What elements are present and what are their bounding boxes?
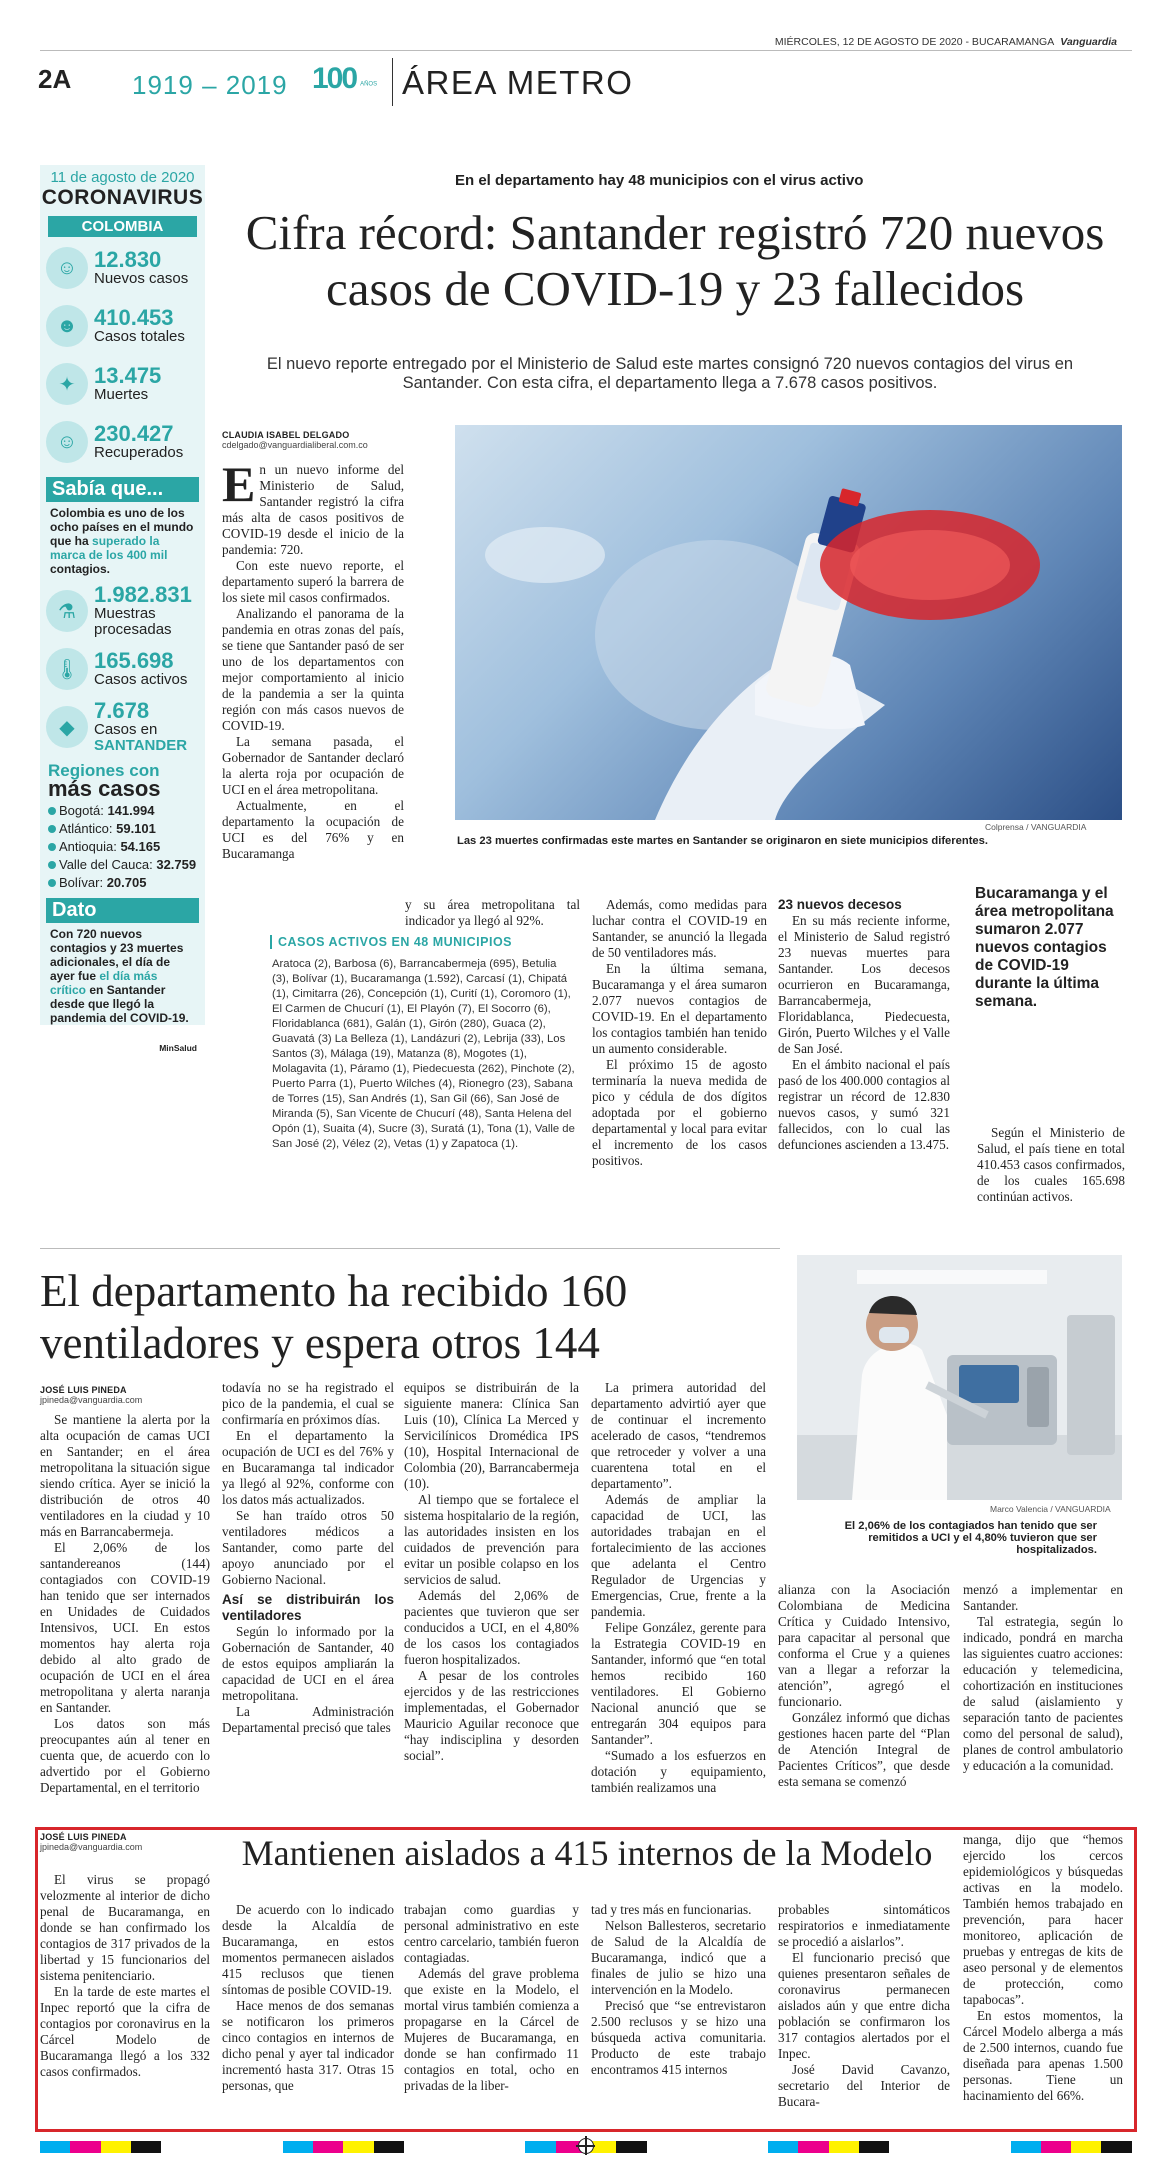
story1-para: Según el Ministerio de Salud, el país tiene en total 410.453 casos confirmados, de los cuales 165.698 continúan activos. xyxy=(977,1125,1125,1204)
anniversary-logo-sub: AÑOS xyxy=(360,81,378,88)
region-item xyxy=(48,839,197,854)
story1-pullquote: Bucaramanga y el área metropolitana sumaron 2.077 nuevos contagios de COVID-19 durante la última semana. xyxy=(975,885,1114,1010)
story1-para: En su más reciente informe, el Ministerio de Salud registró 23 nuevas muertes para Santander. Los decesos ocurrieron en Bucaramanga, Barrancabermeja, Floridablanca, Piedecuesta, Girón, Puerto Wilches y el Valle de San José. xyxy=(778,913,950,1056)
stats-top-list xyxy=(40,241,205,469)
stat-label: Recuperados xyxy=(94,444,184,461)
divider xyxy=(40,1248,780,1249)
story3-para: Hace menos de dos semanas se notificaron los primeros cinco contagios en internos de dicho penal y ayer tal indicador incrementó hasta 317. Otras 15 personas, que xyxy=(222,1998,394,2093)
story1-para: Actualmente, en el departamento la ocupación de UCI es del 76% y en Bucaramanga xyxy=(222,798,404,861)
bullet-dot-icon xyxy=(48,843,56,851)
story3-byline-mail: jpineda@vanguardia.com xyxy=(40,1842,143,1852)
stat-label: Casos activos xyxy=(94,671,188,688)
region-item xyxy=(48,857,197,872)
story1-headline: Cifra récord: Santander registró 720 nuevos casos de COVID-19 y 23 fallecidos xyxy=(245,205,1105,316)
story2-para: Felipe González, gerente para la Estrategia COVID-19 en Santander, informó que “en total hemos recibido 160 ventiladores. El Gobierno Nacional anunció que se entregarán 304 equipos para Santander”. xyxy=(591,1620,766,1747)
gloved-hand-vial-illustration xyxy=(455,425,1122,820)
story2-headline: El departamento ha recibido 160 ventiladores y espera otros 144 xyxy=(40,1266,628,1368)
story3-column-e xyxy=(778,1902,950,2110)
story1-para: Con este nuevo reporte, el departamento superó la barrera de los siete mil casos confirmados. xyxy=(222,558,404,605)
story2-para: “Sumado a los esfuerzos en dotación y equipamiento, también realizamos una xyxy=(591,1748,766,1795)
stat-text xyxy=(94,584,199,638)
regions-title: Regiones con más casos xyxy=(48,761,161,801)
story3-headline: Mantienen aislados a 415 internos de la Modelo xyxy=(241,1833,933,1873)
stat-label: Muestras procesadas xyxy=(94,605,172,638)
story3-column-f xyxy=(963,1832,1123,2104)
bullet-dot-icon xyxy=(48,861,56,869)
story2-para: Se han traído otros 50 ventiladores médicos a Santander, como parte del apoyo anunciado por el Gobierno Nacional. xyxy=(222,1508,394,1587)
story2-para: menzó a implementar en Santander. xyxy=(963,1582,1123,1613)
region-value: 54.165 xyxy=(120,839,161,854)
region-name: Bogotá: xyxy=(59,803,104,818)
story2-column-c xyxy=(404,1380,579,1764)
story3-para: Además del grave problema que existe en la Modelo, el mortal virus también comienza a propagarse en la Cárcel de Mujeres de Bucaramanga, en donde se han confirmado 11 contagios en total, ocho en privadas de la liber- xyxy=(404,1966,579,2093)
region-name: Bolívar: xyxy=(59,875,104,890)
dato-text: Con 720 nuevos contagios y 23 muertes adicionales, el día de ayer fue el día más crítico en Santander desde que llegó la pandemia del COVID-19. xyxy=(50,927,189,1025)
story1-para: En el ámbito nacional el país pasó de los 400.000 contagios al registrar un récord de 12.830 nuevos casos, y sumó 321 fallecidos, con lo cual las defunciones ascienden a 13.475. xyxy=(778,1057,950,1152)
recovered-person-icon: ☺ xyxy=(46,421,88,463)
section-divider xyxy=(392,58,393,106)
story1-para: La semana pasada, el Gobernador de Santander declaró la alerta roja por ocupación de UCI en el área metropolitana. xyxy=(222,734,404,797)
region-name: Valle del Cauca: xyxy=(59,857,153,872)
stat-number: 12.830 xyxy=(94,247,162,272)
story2-para: Además de ampliar la capacidad de UCI, las autoridades trabajan en el fortalecimiento de las acciones que adelanta el Centro Regulador de Urgencias y Emergencias, Crue, frente a la pandemia. xyxy=(591,1492,766,1619)
story2-para: A pesar de los controles ejercidos y de las restricciones implementadas, el Gobernador Mauricio Aguilar reconoce que “hay indisciplina y desorden social”. xyxy=(404,1668,579,1763)
story3-para: trabajan como guardias y personal administrativo en este centro carcelario, también fueron contagiadas. xyxy=(404,1902,580,1965)
feet-icon: ✦ xyxy=(46,363,88,405)
story1-para: En la última semana, Bucaramanga y el área sumaron 2.077 nuevos contagios de COVID-19. En el departamento los contagios también han tenido un aumento considerable. xyxy=(592,961,767,1056)
story2-para: La Administración Departamental precisó que tales xyxy=(222,1704,394,1735)
story3-para: En estos momentos, la Cárcel Modelo alberga a más de 2.500 internos, cuando fue diseñada para apenas 1.500 personas. Tiene un hacinamiento del 66%. xyxy=(963,2008,1123,2103)
sabia-que-head: Sabía que... xyxy=(46,477,199,502)
story2-byline-mail: jpineda@vanguardia.com xyxy=(40,1395,143,1405)
sidebar-source: MinSalud xyxy=(159,1043,197,1053)
sidebar-stat xyxy=(46,642,199,696)
story2-para: Los datos son más preocupantes aún al tener en cuenta que, de acuerdo con lo advertido por el Gobierno Departamental, en el territorio xyxy=(40,1716,210,1795)
story3-para: manga, dijo que “hemos ejercido los cercos epidemiológicos y búsquedas activas en la modelo. También hemos trabajado en prevención, para hacer monitoreo, aplicación de pruebas y entregas de kits de aseo personal y de elementos de protección, como tapabocas”. xyxy=(963,1832,1123,2007)
anniversary-years: 1919 – 2019 xyxy=(132,70,288,100)
story3-para: Nelson Ballesteros, secretario de Salud de la Alcaldía de Bucaramanga, indicó que a finales de julio se hizo una intervención en la Modelo. xyxy=(591,1918,766,1997)
story3-column-b xyxy=(222,1902,394,2094)
story2-para: Se mantiene la alerta por la alta ocupación de camas UCI en Santander; en el área metropolitana la situación sigue siendo crítica. Ayer se inició la distribución de otros 40 ventiladores en la ciudad y 10 más en Barrancabermeja. xyxy=(40,1412,210,1539)
region-item xyxy=(48,821,197,836)
stat-text xyxy=(94,650,187,688)
story2-subhead: Así se distribuirán los ventiladores xyxy=(222,1592,394,1623)
region-item xyxy=(48,875,197,890)
sidebar-stat xyxy=(46,241,199,295)
people-icon: ☻ xyxy=(46,305,88,347)
stat-label: Casos totales xyxy=(94,328,185,345)
story2-para: La primera autoridad del departamento advirtió ayer que de continuar el incremento acelerado de casos, “tendremos que retroceder y volver a una cuarentena total en el departamento”. xyxy=(591,1380,766,1491)
story1-byline xyxy=(222,430,368,450)
story3-para: Precisó que “se entrevistaron 2.500 reclusos y se hizo una búsqueda activa comunitaria. Producto de este trabajo encontramos 415 internos xyxy=(591,1998,766,2077)
stat-label-highlight: SANTANDER xyxy=(94,737,188,754)
story3-para: probables sintomáticos respiratorios e inmediatamente se procedió a aislarlos”. xyxy=(778,1902,950,1949)
santander-map-icon: ◆ xyxy=(46,706,88,748)
anniversary-logo xyxy=(312,62,384,102)
story2-para: Al tiempo que se fortalece el sistema hospitalario de la región, las autoridades insisten en los cuidados de prevención para evitar un posible colapso en los servicios de salud. xyxy=(404,1492,579,1587)
page-number: 2A xyxy=(38,64,72,94)
region-value: 32.759 xyxy=(156,857,197,872)
stat-text xyxy=(94,423,183,461)
bullet-dot-icon xyxy=(48,825,56,833)
sidebar-stat xyxy=(46,299,199,353)
story1-lede: El nuevo reporte entregado por el Ministerio de Salud este martes consignó 720 nuevos contagios del virus en Santander. Con esta cifra, el departamento llega a 7.678 casos positivos. xyxy=(266,355,1074,392)
sidebar-stat xyxy=(46,357,199,411)
stat-number: 1.982.831 xyxy=(94,582,192,607)
sidebar-stat xyxy=(46,584,199,638)
story2-para: alianza con la Asociación Colombiana de Medicina Crítica y Cuidado Intensivo, para capacitar al personal que conforma el Crue y a quienes van a llegar a reforzar la atención”, agregó el funcionario. xyxy=(778,1582,950,1709)
story3-byline-name: JOSÉ LUIS PINEDA xyxy=(40,1832,127,1842)
sidebar-date: 11 de agosto de 2020 xyxy=(50,169,195,186)
sabia-que-text: Colombia es uno de los ocho países en el mundo que ha superado la marca de los 400 mil contagios. xyxy=(50,506,194,576)
stat-text xyxy=(94,307,185,345)
doctor-ventilator-illustration xyxy=(797,1255,1122,1500)
story3-column-c xyxy=(404,1902,579,2094)
dropcap: E xyxy=(222,456,256,512)
story2-photo-caption: El 2,06% de los contagiados han tenido que ser remitidos a UCI y el 4,80% tuvieron que ser hospitalizados. xyxy=(844,1520,1097,1556)
story1-column-a xyxy=(222,456,404,862)
story2-photo-credit: Marco Valencia / VANGUARDIA xyxy=(990,1504,1111,1514)
stat-label: Nuevos casos xyxy=(94,270,189,287)
story1-column-b xyxy=(405,897,580,929)
active-cases-head: CASOS ACTIVOS EN 48 MUNICIPIOS xyxy=(270,935,575,949)
story1-column-d xyxy=(778,897,950,1153)
story3-para: José David Cavanzo, secretario del Interior de Bucara- xyxy=(778,2062,950,2109)
story2-para: González informó que dichas gestiones hacen parte del “Plan de Atención Integral de Pacientes Críticos”, que desde esta semana se comenzó xyxy=(778,1710,950,1789)
stat-label: Muertes xyxy=(94,386,149,403)
story2-column-d xyxy=(591,1380,766,1796)
story2-byline xyxy=(40,1385,142,1405)
sidebar-stat xyxy=(46,700,199,754)
story1-para: El próximo 15 de agosto terminaría la nueva medida de pico y cédula de dos dígitos adoptada por el gobierno departamental y local para evitar el incremento de los casos positivos. xyxy=(592,1057,767,1168)
coronavirus-sidebar xyxy=(40,165,205,1053)
story1-photo xyxy=(455,425,1122,820)
sidebar-title: CORONAVIRUS xyxy=(41,186,204,209)
dato-box xyxy=(46,898,199,1029)
anniversary-logo-number: 100 xyxy=(312,62,357,95)
story2-column-f xyxy=(963,1582,1123,1774)
stat-text xyxy=(94,700,187,754)
story2-photo xyxy=(797,1255,1122,1500)
dato-head: Dato xyxy=(46,898,199,923)
sabia-que-box xyxy=(46,477,199,580)
stat-text xyxy=(94,249,188,287)
registration-mark-icon xyxy=(578,2138,594,2154)
story1-byline-mail: cdelgado@vanguardialiberal.com.co xyxy=(222,440,368,450)
story2-para: Además del 2,06% de pacientes que tuvieron que ser conducidos a UCI, en el 4,80% de los casos los contagiados fueron hospitalizados. xyxy=(404,1588,579,1667)
story2-para: Según lo informado por la Gobernación de Santander, 40 de estos equipos ampliarán la capacidad de UCI en el área metropolitana. xyxy=(222,1624,394,1703)
stat-label: Casos en xyxy=(94,721,158,738)
stats-bottom-list xyxy=(40,584,205,754)
story3-para: El virus se propagó velozmente al interior de dicho penal de Bucaramanga, en donde se han confirmado los contagios de 317 privados de la libertad y 15 funcionarios del sistema penitenciario. xyxy=(40,1872,210,1983)
story3-column-d xyxy=(591,1902,766,2078)
story1-column-c xyxy=(592,897,767,1169)
story2-para: Tal estrategia, según lo indicado, pondrá en marcha las siguientes cuatro acciones: educación y telemedicina, cohortización en instituciones de salud (aislamiento y separación tanto de pacientes como del personal de salud), planes de control ambulatorio y educación a la comunidad. xyxy=(963,1614,1123,1773)
active-cases-text: Aratoca (2), Barbosa (6), Barrancabermeja (695), Betulia (3), Bolívar (1), Bucaramanga (1.592), Carcasí (1), Chipatá (1), Cimitarra (26), Concepción (1), Curití (1), Coromoro (1), El Carmen de Chucurí (1), El Playón (7), El Socorro (6), Floridablanca (681), Galán (1), Girón (280), Guaca (2), Guavatá (3) La Belleza (1), Landázuri (2), Lebrija (33), Los Santos (3), Málaga (19), Matanza (8), Mogotes (1), Molagavita (1), Páramo (1), Piedecuesta (262), Pinchote (2), Puerto Parra (1), Puerto Wilches (4), Rionegro (23), Sabana de Torres (15), San Andrés (1), San Gil (66), San José de Miranda (5), San Vicente de Chucurí (48), Santa Helena del Opón (1), Suaita (4), Sucre (3), Suratá (1), Tona (1), Valle de San José (2), Vélez (2), Vetas (1) y Zapatoca (1). xyxy=(272,958,575,1150)
story3-para: El funcionario precisó que quienes presentaron señales de coronavirus permanecen aislados aún y que entre dicha población se confirmaron los 317 contagios alertados por el Inpec. xyxy=(778,1950,950,2061)
story1-para: Además, como medidas para luchar contra el COVID-19 en Santander, se anunció la llegada de 50 ventiladores más. xyxy=(592,897,767,960)
dateline: MIÉRCOLES, 12 DE AGOSTO DE 2020 - BUCARAMANGA Vanguardia xyxy=(774,36,1117,48)
story3-column-a xyxy=(40,1872,210,2080)
region-name: Atlántico: xyxy=(59,821,113,836)
region-value: 20.705 xyxy=(106,875,147,890)
story1-para: y su área metropolitana tal indicador ya llegó al 92%. xyxy=(405,897,580,928)
story2-para: equipos se distribuirán de la siguiente manera: Clínica San Luis (10), Clínica La Merced y Servicilínicos Dromédica IPS (10), Hospital Internacional de Colombia (20), Barrancabermeja (10). xyxy=(404,1380,579,1491)
stat-number: 410.453 xyxy=(94,305,174,330)
story1-byline-name: CLAUDIA ISABEL DELGADO xyxy=(222,430,350,440)
person-mask-icon: ☺ xyxy=(46,247,88,289)
thermometer-icon: 🌡 xyxy=(46,648,88,690)
regions-list xyxy=(40,803,205,890)
story2-column-b xyxy=(222,1380,394,1736)
story3-para: En la tarde de este martes el Inpec reportó que la cifra de contagios por coronavirus en la Cárcel Modelo de Bucaramanga llegó a los 332 casos confirmados. xyxy=(40,1984,210,2079)
story3-para: De acuerdo con lo indicado desde la Alcaldía de Bucaramanga, en estos momentos permanecen aislados 415 reclusos que tienen síntomas de posible COVID-19. xyxy=(222,1902,394,1997)
story1-column-e xyxy=(977,1125,1125,1205)
story3-byline xyxy=(40,1832,142,1852)
bullet-dot-icon xyxy=(48,807,56,815)
test-tubes-icon: ⚗ xyxy=(46,590,88,632)
region-value: 141.994 xyxy=(107,803,155,818)
region-name: Antioquia: xyxy=(59,839,117,854)
stat-number: 230.427 xyxy=(94,421,174,446)
header-rule xyxy=(40,50,1132,51)
story2-para: El 2,06% de los santandereanos (144) contagiados con COVID-19 han tenido que ser internados en Unidades de Cuidados Intensivos, UCI. En estos momentos hay alerta roja debido al alto grado de ocupación de UCI en el área metropolitana y alerta naranja en Santander. xyxy=(40,1540,210,1715)
region-item xyxy=(48,803,197,818)
story1-para-first: En un nuevo informe del Ministerio de Salud, Santander registró la cifra más alta de casos positivos de COVID-19 desde el inicio de la pandemia: 720. xyxy=(222,456,404,557)
story1-kicker: En el departamento hay 48 municipios con el virus activo xyxy=(455,172,864,189)
section-title: ÁREA METRO xyxy=(402,64,634,101)
stat-number: 7.678 xyxy=(94,698,150,723)
active-cases-box xyxy=(270,935,575,1152)
stat-number: 165.698 xyxy=(94,648,174,673)
story1-photo-credit: Colprensa / VANGUARDIA xyxy=(985,822,1087,832)
sidebar-country: COLOMBIA xyxy=(48,216,197,237)
story1-subhead: 23 nuevos decesos xyxy=(778,897,902,912)
stat-text xyxy=(94,365,161,403)
sidebar-stat xyxy=(46,415,199,469)
brand-name: Vanguardia xyxy=(1060,36,1117,48)
story2-byline-name: JOSÉ LUIS PINEDA xyxy=(40,1385,127,1395)
bullet-dot-icon xyxy=(48,879,56,887)
story1-photo-caption: Las 23 muertes confirmadas este martes en Santander se originaron en siete municipios diferentes. xyxy=(457,835,988,847)
story2-column-e xyxy=(778,1582,950,1790)
story1-para: Analizando el panorama de la pandemia en otras zonas del país, se tiene que Santander pasó de ser uno de los departamentos con mejor comportamiento al inicio de la pandemia a ser la quinta región con más casos nuevos de COVID-19. xyxy=(222,606,404,733)
story3-para: tad y tres más en funcionarias. xyxy=(591,1902,752,1917)
stat-number: 13.475 xyxy=(94,363,162,388)
story2-para: todavía no se ha registrado el pico de la pandemia, el cual se confirmaría en próximos días. xyxy=(222,1380,394,1427)
story2-column-a xyxy=(40,1412,210,1796)
story2-para: En el departamento la ocupación de UCI es del 76% y en Bucaramanga tal indicador ya llegó al 92%, conforme con los datos más actualizados. xyxy=(222,1428,394,1507)
region-value: 59.101 xyxy=(116,821,156,836)
